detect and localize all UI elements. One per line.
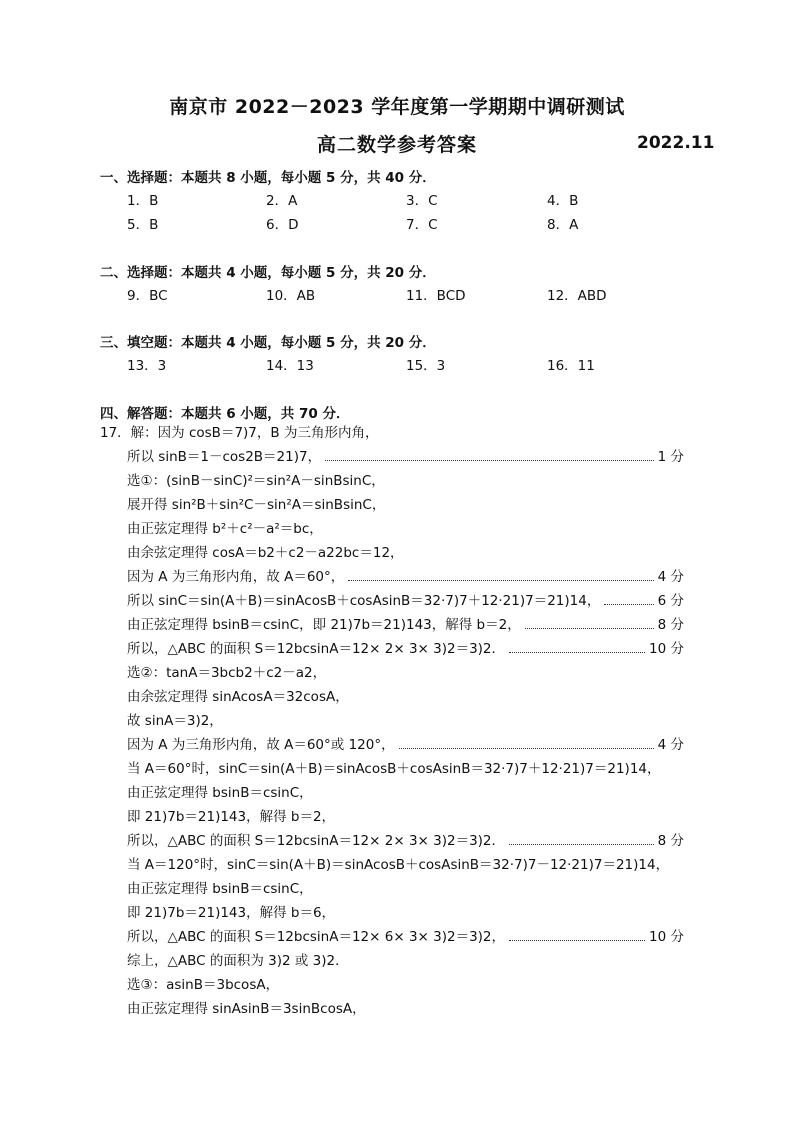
solution-line: 当 A＝60°时，sinC＝sin(A＋B)＝sinAcosB＋cosAsinB＝32·7)7＋12·21)7＝21)14， (127, 761, 661, 777)
answer-item: 5．B (127, 217, 159, 233)
leader-dots (604, 592, 653, 605)
solution-line: 即 21)7b＝21)143，解得 b＝6， (127, 905, 336, 921)
page-date: 2022.11 (637, 133, 715, 153)
score-label: 6 分 (657, 593, 684, 609)
solution-line: 由余弦定理得 cosA＝b2＋c2－a22bc＝12， (127, 545, 404, 561)
solution-line: 由正弦定理得 bsinB＝csinC， (127, 785, 313, 801)
answer-item: 6．D (266, 217, 299, 233)
answer-item: 3．C (406, 193, 438, 209)
solution-line: 所以 sinC＝sin(A＋B)＝sinAcosB＋cosAsinB＝32·7)7＋12·21)7＝21)14， 6 分 (127, 593, 684, 609)
leader-dots (509, 832, 654, 845)
score-label: 8 分 (657, 833, 684, 849)
score-label: 4 分 (657, 569, 684, 585)
answer-item: 1．B (127, 193, 159, 209)
score-label: 10 分 (649, 929, 684, 945)
answer-item: 16．11 (547, 358, 595, 374)
page-subtitle: 高二数学参考答案 (316, 134, 477, 156)
leader-dots (325, 448, 654, 461)
answer-item: 8．A (547, 217, 579, 233)
solution-line: 所以，△ABC 的面积 S＝12bcsinA＝12× 2× 3× 3)2＝3)2． 8 分 (127, 833, 684, 849)
page-title: 南京市 2022－2023 学年度第一学期期中调研测试 (169, 96, 625, 118)
solution-line: 选②：tanA＝3bcb2＋c2－a2， (127, 665, 327, 681)
score-label: 10 分 (649, 641, 684, 657)
section-heading: 四、解答题：本题共 6 小题，共 70 分． (100, 406, 350, 422)
solution-line: 所以 sinB＝1－cos2B＝21)7， 1 分 (127, 449, 684, 465)
answer-item: 2．A (266, 193, 298, 209)
solution-line: 因为 A 为三角形内角，故 A＝60°， 4 分 (127, 569, 684, 585)
answer-item: 7．C (406, 217, 438, 233)
solution-line: 17．解：因为 cosB＝7)7，B 为三角形内角， (100, 425, 379, 441)
section-heading: 三、填空题：本题共 4 小题，每小题 5 分，共 20 分． (100, 335, 436, 351)
solution-line: 综上，△ABC 的面积为 3)2 或 3)2． (127, 953, 349, 969)
leader-dots (509, 640, 645, 653)
answer-item: 10．AB (266, 288, 316, 304)
solution-line: 因为 A 为三角形内角，故 A＝60°或 120°， 4 分 (127, 737, 684, 753)
answer-item: 9．BC (127, 288, 168, 304)
solution-line: 选①：(sinB－sinC)²＝sin²A－sinBsinC， (127, 473, 385, 489)
solution-line: 由正弦定理得 b²＋c²－a²＝bc， (127, 521, 323, 537)
score-label: 8 分 (657, 617, 684, 633)
solution-line: 所以，△ABC 的面积 S＝12bcsinA＝12× 6× 3× 3)2＝3)2， 10 分 (127, 929, 684, 945)
solution-line: 由正弦定理得 sinAsinB＝3sinBcosA， (127, 1001, 366, 1017)
answer-item: 11．BCD (406, 288, 466, 304)
solution-line: 故 sinA＝3)2， (127, 713, 223, 729)
answer-item: 4．B (547, 193, 579, 209)
solution-line: 展开得 sin²B＋sin²C－sin²A＝sinBsinC， (127, 497, 386, 513)
leader-dots (525, 616, 654, 629)
leader-dots (399, 736, 654, 749)
solution-line: 即 21)7b＝21)143，解得 b＝2， (127, 809, 336, 825)
solution-line: 由正弦定理得 bsinB＝csinC， (127, 881, 313, 897)
solution-line: 由正弦定理得 bsinB＝csinC，即 21)7b＝21)143，解得 b＝2， 8 分 (127, 617, 684, 633)
solution-line: 选③：asinB＝3bcosA， (127, 977, 280, 993)
section-heading: 一、选择题：本题共 8 小题，每小题 5 分，共 40 分． (100, 170, 436, 186)
leader-dots (509, 928, 645, 941)
leader-dots (348, 568, 653, 581)
answer-item: 12．ABD (547, 288, 607, 304)
section-heading: 二、选择题：本题共 4 小题，每小题 5 分，共 20 分． (100, 265, 436, 281)
solution-line: 由余弦定理得 sinAcosA＝32cosA， (127, 689, 349, 705)
answer-item: 14．13 (266, 358, 314, 374)
solution-line: 所以，△ABC 的面积 S＝12bcsinA＝12× 2× 3× 3)2＝3)2． 10 分 (127, 641, 684, 657)
score-label: 4 分 (657, 737, 684, 753)
answer-item: 13．3 (127, 358, 167, 374)
answer-item: 15．3 (406, 358, 446, 374)
score-label: 1 分 (657, 449, 684, 465)
solution-line: 当 A＝120°时，sinC＝sin(A＋B)＝sinAcosB＋cosAsinB＝32·7)7－12·21)7＝21)14， (127, 857, 670, 873)
